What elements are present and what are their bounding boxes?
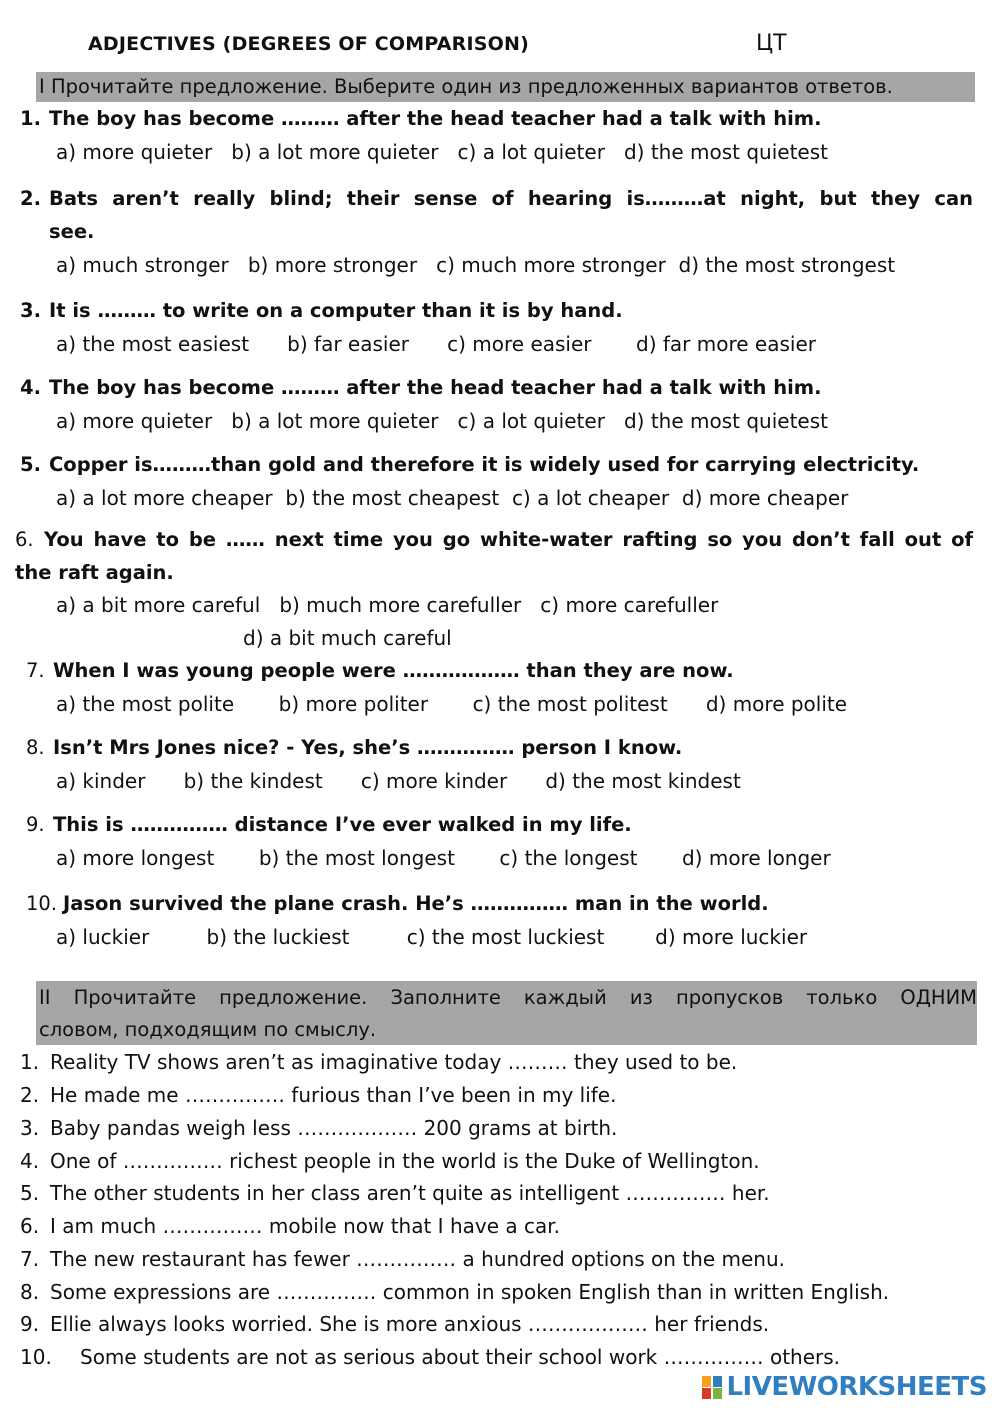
item-text: The new restaurant has fewer …………… a hundred options on the menu. [50, 1247, 785, 1271]
item-text: The other students in her class aren’t quite as intelligent …………… her. [50, 1181, 770, 1205]
question-options: a) a lot more cheaper b) the most cheapest c) a lot cheaper d) more cheaper [56, 486, 849, 510]
question-options: a) the most easiest b) far easier c) more easier d) far more easier [56, 332, 816, 356]
item-text: Baby pandas weigh less ……………… 200 grams at birth. [50, 1116, 618, 1140]
question-stem: It is ……… to write on a computer than it is by hand. [49, 299, 623, 322]
item-text: He made me …………… furious than I’ve been in my life. [50, 1083, 617, 1107]
question-stem-continued: the raft again. [15, 561, 174, 584]
question-options: a) the most polite b) more politer c) the most politest d) more polite [56, 692, 848, 716]
list-item [20, 1345, 840, 1369]
list-item [20, 1083, 616, 1107]
question-number: 7. [26, 659, 45, 682]
item-number: 3. [20, 1116, 40, 1140]
question-number: 5. [20, 453, 41, 476]
header [88, 33, 968, 63]
question-stem: The boy has become ……… after the head teacher had a talk with him. [49, 107, 822, 130]
section2-instruction [36, 981, 977, 1045]
item-text: Some expressions are …………… common in spoken English than in written English. [50, 1280, 890, 1304]
list-item [20, 1149, 760, 1173]
question-stem-continued: see. [49, 220, 95, 243]
question-number: 9. [26, 813, 45, 836]
question-stem: This is …………… distance I’ve ever walked in my life. [53, 813, 632, 836]
question-options: a) kinder b) the kindest c) more kinder d) the most kindest [56, 769, 741, 793]
question-stem: When I was young people were ……………… than they are now. [53, 659, 734, 682]
item-number: 4. [20, 1149, 40, 1173]
question-number: 4. [20, 376, 41, 399]
item-text: One of …………… richest people in the world is the Duke of Wellington. [50, 1149, 760, 1173]
list-item [20, 1312, 769, 1336]
question-options: a) a bit more careful b) much more carefuller c) more carefuller [56, 593, 719, 617]
question-stem: You have to be …… next time you go white-water rafting so you don’t fall out of [44, 528, 973, 551]
item-number: 8. [20, 1280, 40, 1304]
question-options: a) luckier b) the luckiest c) the most luckiest d) more luckier [56, 925, 808, 949]
exam-label: ЦТ [756, 31, 787, 56]
question-options: a) more quieter b) a lot more quieter c) a lot quieter d) the most quietest [56, 140, 829, 164]
question-options: a) more quieter b) a lot more quieter c) a lot quieter d) the most quietest [56, 409, 829, 433]
question-options-continued: d) a bit much careful [243, 626, 452, 650]
question-stem: Copper is………than gold and therefore it is widely used for carrying electricity. [49, 453, 920, 476]
question-number: 6. [15, 528, 34, 551]
question-number: 2. [20, 187, 41, 210]
item-text: I am much …………… mobile now that I have a car. [50, 1214, 560, 1238]
list-item [20, 1116, 617, 1140]
list-item [20, 1181, 770, 1205]
item-number: 10. [20, 1345, 52, 1369]
question-number: 10. [26, 892, 58, 915]
question-number: 1. [20, 107, 41, 130]
section1-instruction: I Прочитайте предложение. Выберите один из предложенных вариантов ответов. [36, 72, 975, 102]
list-item [20, 1280, 889, 1304]
question-stem: Bats aren’t really blind; their sense of hearing is………at night, but they can [49, 187, 973, 210]
item-text: Ellie always looks worried. She is more anxious ……………… her friends. [50, 1312, 770, 1336]
item-number: 1. [20, 1050, 40, 1074]
page-title: ADJECTIVES (DEGREES OF COMPARISON) [88, 33, 529, 55]
logo-text: LIVEWORKSHEETS [726, 1372, 987, 1402]
logo-mark-icon [702, 1374, 724, 1400]
question-stem: Isn’t Mrs Jones nice? - Yes, she’s …………… person I know. [53, 736, 683, 759]
item-number: 7. [20, 1247, 40, 1271]
list-item [20, 1050, 737, 1074]
section2-instruction-line1: II Прочитайте предложение. Заполните каждый из пропусков только ОДНИМ [39, 986, 977, 1009]
item-text: Reality TV shows aren’t as imaginative today ……… they used to be. [50, 1050, 738, 1074]
list-item [20, 1247, 785, 1271]
item-number: 9. [20, 1312, 40, 1336]
item-number: 6. [20, 1214, 40, 1238]
item-text: Some students are not as serious about their school work …………… others. [80, 1345, 841, 1369]
question-number: 8. [26, 736, 45, 759]
item-number: 2. [20, 1083, 40, 1107]
question-options: a) more longest b) the most longest c) the longest d) more longer [56, 846, 831, 870]
question-stem: Jason survived the plane crash. He’s …………… man in the world. [63, 892, 769, 915]
question-options: a) much stronger b) more stronger c) much more stronger d) the most strongest [56, 253, 896, 277]
liveworksheets-logo [702, 1371, 987, 1403]
question-stem: The boy has become ……… after the head teacher had a talk with him. [49, 376, 822, 399]
item-number: 5. [20, 1181, 40, 1205]
question-number: 3. [20, 299, 41, 322]
section2-instruction-line2: словом, подходящим по смыслу. [39, 1018, 377, 1041]
list-item [20, 1214, 560, 1238]
